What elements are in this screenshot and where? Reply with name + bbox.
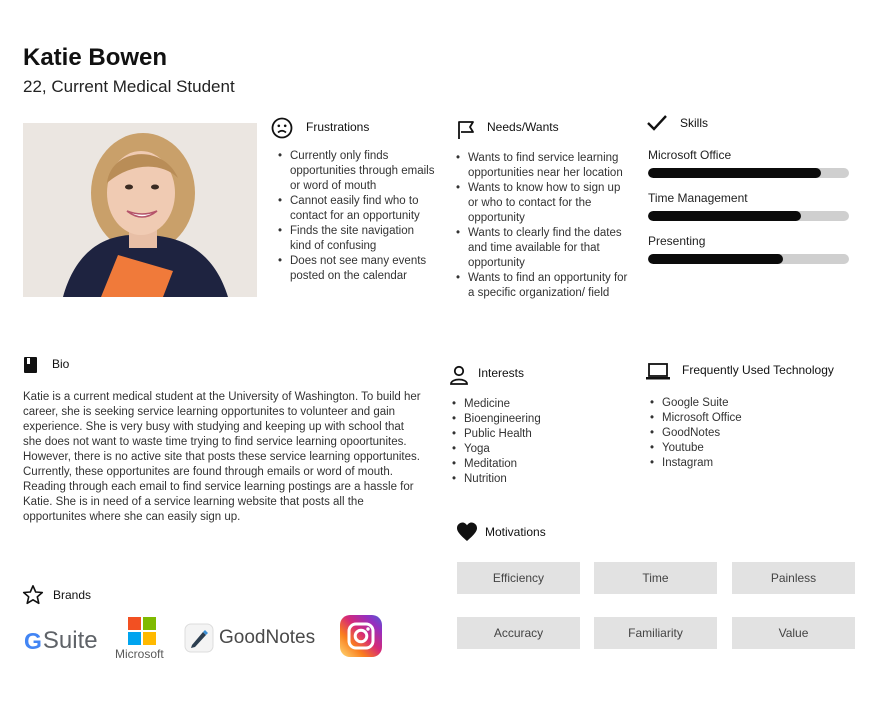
list-item: • Instagram bbox=[650, 456, 810, 471]
person-icon bbox=[448, 364, 470, 386]
persona-photo bbox=[23, 123, 257, 297]
motivation-tag: Painless bbox=[732, 562, 855, 594]
list-item: • Wants to find an opportunity for a specific organization/ field bbox=[456, 271, 628, 301]
skills-title: Skills bbox=[680, 116, 709, 130]
list-item: • Medicine bbox=[452, 397, 612, 412]
list-item: • Yoga bbox=[452, 442, 612, 457]
technology-title: Frequently Used Technology bbox=[682, 363, 834, 377]
brands-title: Brands bbox=[53, 588, 92, 602]
microsoft-squares-icon bbox=[128, 617, 156, 645]
instagram-icon bbox=[340, 615, 382, 657]
skill-label: Presenting bbox=[648, 234, 706, 248]
sad-face-icon bbox=[271, 117, 293, 139]
frustrations-title: Frustrations bbox=[306, 120, 370, 134]
list-item: • Microsoft Office bbox=[650, 411, 810, 426]
skill-bar bbox=[648, 254, 849, 264]
goodnotes-pen-icon bbox=[184, 623, 214, 653]
persona-name: Katie Bowen bbox=[23, 44, 168, 71]
list-item: • Youtube bbox=[650, 441, 810, 456]
motivation-tag: Efficiency bbox=[457, 562, 580, 594]
list-item: • Nutrition bbox=[452, 472, 612, 487]
bio-title: Bio bbox=[52, 357, 70, 371]
motivations-title: Motivations bbox=[485, 525, 546, 539]
bio-text: Katie is a current medical student at the University of Washington. To build her career, she is seeking service learning opportunites to volunteer and gain experience. She is very busy with studying and keeping up with school that she does not want to waste time trying to find service learning opoortunites. However, there is no active site that posts these service learning opportunites. Currently, these opportunites are found through emails or word of mouth. Reading through each email to find service learning postings are a hassle for Katie. She is in need of a service learning website that posts all the opportunites where she can easily sign up. bbox=[23, 391, 421, 523]
persona-subtitle: 22, Current Medical Student bbox=[23, 77, 235, 96]
star-icon bbox=[22, 584, 44, 606]
list-item: • Does not see many events posted on the calendar bbox=[278, 254, 438, 284]
list-item: • Public Health bbox=[452, 427, 612, 442]
motivation-tag: Accuracy bbox=[457, 617, 580, 649]
laptop-icon bbox=[645, 361, 671, 383]
list-item: • GoodNotes bbox=[650, 426, 810, 441]
technology-list bbox=[650, 396, 810, 471]
goodnotes-logo bbox=[184, 622, 315, 654]
book-icon bbox=[21, 355, 43, 377]
gsuite-g-letter: G bbox=[24, 627, 42, 654]
list-item: • Google Suite bbox=[650, 396, 810, 411]
gsuite-logo bbox=[24, 626, 98, 656]
skill-bar bbox=[648, 168, 849, 178]
skill-bar-fill bbox=[648, 168, 821, 178]
list-item: • Wants to find service learning opportunities near her location bbox=[456, 151, 628, 181]
goodnotes-text: GoodNotes bbox=[219, 627, 316, 648]
needs-title: Needs/Wants bbox=[487, 120, 559, 134]
motivation-tag: Time bbox=[594, 562, 717, 594]
frustrations-list bbox=[278, 149, 438, 284]
list-item: • Cannot easily find who to contact for an opportunity bbox=[278, 194, 438, 224]
list-item: • Bioengineering bbox=[452, 412, 612, 427]
skill-bar-fill bbox=[648, 254, 783, 264]
list-item: • Wants to know how to sign up or who to contact for the opportunity bbox=[456, 181, 628, 226]
skill-bar-fill bbox=[648, 211, 801, 221]
skill-bar bbox=[648, 211, 849, 221]
needs-list bbox=[456, 151, 628, 301]
list-item: • Meditation bbox=[452, 457, 612, 472]
microsoft-logo bbox=[114, 617, 174, 661]
list-item: • Finds the site navigation kind of confusing bbox=[278, 224, 438, 254]
interests-title: Interests bbox=[478, 366, 525, 380]
skill-label: Microsoft Office bbox=[648, 148, 732, 162]
microsoft-text: Microsoft bbox=[115, 647, 164, 661]
flag-icon bbox=[456, 119, 478, 141]
list-item: • Wants to clearly find the dates and time available for that opportunity bbox=[456, 226, 628, 271]
motivation-tag: Familiarity bbox=[594, 617, 717, 649]
checkmark-icon bbox=[646, 112, 668, 134]
heart-icon bbox=[456, 521, 478, 543]
gsuite-text: Suite bbox=[42, 627, 98, 654]
interests-list bbox=[452, 397, 612, 487]
list-item: • Currently only finds opportunities through emails or word of mouth bbox=[278, 149, 438, 194]
motivation-tag: Value bbox=[732, 617, 855, 649]
skill-label: Time Management bbox=[648, 191, 748, 205]
